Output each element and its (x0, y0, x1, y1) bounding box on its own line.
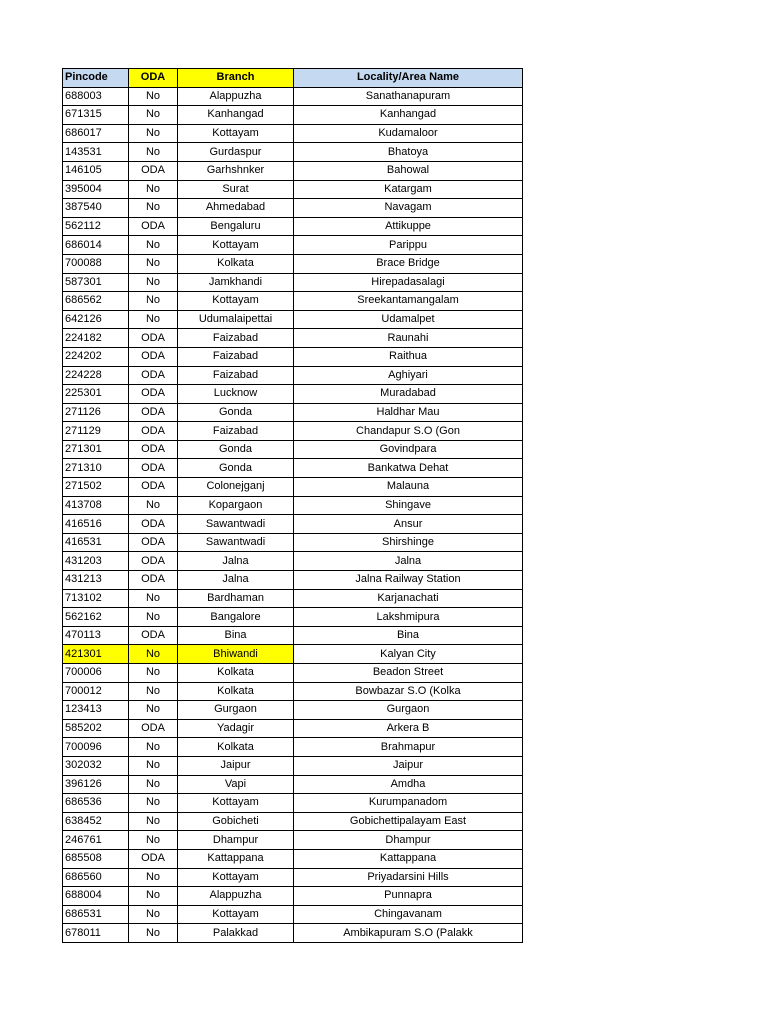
cell-branch[interactable]: Sawantwadi (178, 515, 294, 534)
cell-branch[interactable]: Kolkata (178, 664, 294, 683)
table-row (63, 236, 523, 255)
table-row (63, 756, 523, 775)
cell-oda[interactable]: No (129, 106, 178, 125)
table-row (63, 366, 523, 385)
cell-pincode[interactable]: 123413 (63, 701, 129, 720)
header-pincode[interactable]: Pincode (63, 69, 129, 88)
cell-locality[interactable]: Jalna (294, 552, 523, 571)
header-row (63, 69, 523, 88)
header-branch[interactable]: Branch (178, 69, 294, 88)
cell-branch[interactable]: Kattappana (178, 849, 294, 868)
cell-locality[interactable]: Malauna (294, 478, 523, 497)
cell-branch[interactable]: Colonejganj (178, 478, 294, 497)
cell-locality[interactable]: Aghiyari (294, 366, 523, 385)
cell-branch[interactable]: Alappuzha (178, 887, 294, 906)
cell-pincode[interactable]: 587301 (63, 273, 129, 292)
cell-oda[interactable]: No (129, 924, 178, 943)
cell-locality[interactable]: Bahowal (294, 161, 523, 180)
cell-locality[interactable]: Raunahi (294, 329, 523, 348)
cell-pincode[interactable]: 224202 (63, 347, 129, 366)
table-row (63, 701, 523, 720)
cell-oda[interactable]: ODA (129, 366, 178, 385)
cell-pincode[interactable]: 686531 (63, 905, 129, 924)
cell-branch[interactable]: Bengaluru (178, 217, 294, 236)
cell-pincode[interactable]: 246761 (63, 831, 129, 850)
cell-pincode[interactable]: 686014 (63, 236, 129, 255)
table-row (63, 515, 523, 534)
cell-locality[interactable]: Sreekantamangalam (294, 292, 523, 311)
table-row (63, 422, 523, 441)
cell-locality[interactable]: Gurgaon (294, 701, 523, 720)
cell-locality[interactable]: Udamalpet (294, 310, 523, 329)
cell-locality[interactable]: Haldhar Mau (294, 403, 523, 422)
cell-pincode[interactable]: 416516 (63, 515, 129, 534)
cell-pincode[interactable]: 396126 (63, 775, 129, 794)
table-row (63, 199, 523, 218)
cell-locality[interactable]: Arkera B (294, 719, 523, 738)
cell-branch[interactable]: Kottayam (178, 124, 294, 143)
cell-locality[interactable]: Jaipur (294, 756, 523, 775)
cell-oda[interactable]: ODA (129, 478, 178, 497)
cell-branch[interactable]: Gobicheti (178, 812, 294, 831)
cell-pincode[interactable]: 688004 (63, 887, 129, 906)
cell-pincode[interactable]: 686562 (63, 292, 129, 311)
cell-locality[interactable]: Bhatoya (294, 143, 523, 162)
table-row (63, 552, 523, 571)
cell-locality[interactable]: Dhampur (294, 831, 523, 850)
cell-locality[interactable]: Muradabad (294, 385, 523, 404)
table-row (63, 496, 523, 515)
table-row (63, 124, 523, 143)
cell-oda[interactable]: No (129, 254, 178, 273)
cell-pincode[interactable]: 271502 (63, 478, 129, 497)
table-row (63, 329, 523, 348)
table-row (63, 403, 523, 422)
cell-branch[interactable]: Kolkata (178, 254, 294, 273)
cell-branch[interactable]: Faizabad (178, 347, 294, 366)
cell-locality[interactable]: Bowbazar S.O (Kolka (294, 682, 523, 701)
cell-branch[interactable]: Bina (178, 626, 294, 645)
cell-branch[interactable]: Jalna (178, 571, 294, 590)
cell-branch[interactable]: Dhampur (178, 831, 294, 850)
table-row (63, 812, 523, 831)
cell-pincode[interactable]: 638452 (63, 812, 129, 831)
cell-branch[interactable]: Faizabad (178, 329, 294, 348)
table-row (63, 868, 523, 887)
cell-oda[interactable]: ODA (129, 329, 178, 348)
cell-pincode[interactable]: 562162 (63, 608, 129, 627)
table-row (63, 887, 523, 906)
cell-pincode[interactable]: 700006 (63, 664, 129, 683)
cell-oda[interactable]: ODA (129, 515, 178, 534)
cell-pincode[interactable]: 713102 (63, 589, 129, 608)
cell-locality[interactable]: Kudamaloor (294, 124, 523, 143)
table-row (63, 106, 523, 125)
cell-locality[interactable]: Raithua (294, 347, 523, 366)
cell-oda[interactable]: ODA (129, 849, 178, 868)
cell-pincode[interactable]: 416531 (63, 533, 129, 552)
cell-oda[interactable]: ODA (129, 422, 178, 441)
table-row (63, 571, 523, 590)
cell-oda[interactable]: ODA (129, 161, 178, 180)
cell-branch[interactable]: Lucknow (178, 385, 294, 404)
cell-oda[interactable]: No (129, 738, 178, 757)
cell-branch[interactable]: Ahmedabad (178, 199, 294, 218)
cell-branch[interactable]: Sawantwadi (178, 533, 294, 552)
cell-locality[interactable]: Hirepadasalagi (294, 273, 523, 292)
cell-locality[interactable]: Gobichettipalayam East (294, 812, 523, 831)
cell-branch[interactable]: Kolkata (178, 738, 294, 757)
cell-locality[interactable]: Brace Bridge (294, 254, 523, 273)
cell-pincode[interactable]: 685508 (63, 849, 129, 868)
cell-pincode[interactable]: 585202 (63, 719, 129, 738)
table-row (63, 459, 523, 478)
cell-pincode[interactable]: 686536 (63, 794, 129, 813)
cell-locality[interactable]: Kanhangad (294, 106, 523, 125)
cell-pincode[interactable]: 271126 (63, 403, 129, 422)
table-row (63, 385, 523, 404)
cell-pincode[interactable]: 470113 (63, 626, 129, 645)
cell-oda[interactable]: No (129, 273, 178, 292)
cell-branch[interactable]: Bhiwandi (178, 645, 294, 664)
cell-oda[interactable]: No (129, 199, 178, 218)
cell-oda[interactable]: No (129, 868, 178, 887)
cell-locality[interactable]: Navagam (294, 199, 523, 218)
table-row (63, 794, 523, 813)
table-row (63, 645, 523, 664)
cell-locality[interactable]: Parippu (294, 236, 523, 255)
cell-branch[interactable]: Kottayam (178, 794, 294, 813)
cell-locality[interactable]: Kattappana (294, 849, 523, 868)
cell-pincode[interactable]: 271310 (63, 459, 129, 478)
table-row (63, 273, 523, 292)
cell-oda[interactable]: No (129, 887, 178, 906)
cell-oda[interactable]: ODA (129, 403, 178, 422)
cell-branch[interactable]: Jaipur (178, 756, 294, 775)
cell-branch[interactable]: Kottayam (178, 292, 294, 311)
cell-locality[interactable]: Punnapra (294, 887, 523, 906)
cell-branch[interactable]: Yadagir (178, 719, 294, 738)
cell-oda[interactable]: No (129, 794, 178, 813)
cell-pincode[interactable]: 387540 (63, 199, 129, 218)
cell-oda[interactable]: ODA (129, 217, 178, 236)
cell-locality[interactable]: Attikuppe (294, 217, 523, 236)
table-row (63, 533, 523, 552)
cell-oda[interactable]: No (129, 180, 178, 199)
cell-oda[interactable]: No (129, 124, 178, 143)
cell-pincode[interactable]: 700012 (63, 682, 129, 701)
cell-locality[interactable]: Bina (294, 626, 523, 645)
cell-locality[interactable]: Ambikapuram S.O (Palakk (294, 924, 523, 943)
cell-branch[interactable]: Faizabad (178, 422, 294, 441)
cell-oda[interactable]: No (129, 645, 178, 664)
cell-locality[interactable]: Chingavanam (294, 905, 523, 924)
cell-pincode[interactable]: 395004 (63, 180, 129, 199)
table-row (63, 905, 523, 924)
cell-oda[interactable]: ODA (129, 571, 178, 590)
cell-oda[interactable]: No (129, 292, 178, 311)
cell-oda[interactable]: ODA (129, 440, 178, 459)
cell-oda[interactable]: ODA (129, 626, 178, 645)
cell-pincode[interactable]: 671315 (63, 106, 129, 125)
table-row (63, 775, 523, 794)
cell-pincode[interactable]: 302032 (63, 756, 129, 775)
cell-branch[interactable]: Vapi (178, 775, 294, 794)
cell-branch[interactable]: Gonda (178, 440, 294, 459)
cell-oda[interactable]: No (129, 87, 178, 106)
header-oda[interactable]: ODA (129, 69, 178, 88)
cell-branch[interactable]: Kottayam (178, 236, 294, 255)
cell-oda[interactable]: ODA (129, 533, 178, 552)
cell-oda[interactable]: No (129, 812, 178, 831)
cell-pincode[interactable]: 642126 (63, 310, 129, 329)
cell-branch[interactable]: Jamkhandi (178, 273, 294, 292)
cell-locality[interactable]: Chandapur S.O (Gon (294, 422, 523, 441)
cell-oda[interactable]: ODA (129, 385, 178, 404)
cell-locality[interactable]: Katargam (294, 180, 523, 199)
cell-locality[interactable]: Sanathanapuram (294, 87, 523, 106)
cell-branch[interactable]: Bardhaman (178, 589, 294, 608)
cell-branch[interactable]: Gurdaspur (178, 143, 294, 162)
cell-locality[interactable]: Kalyan City (294, 645, 523, 664)
cell-oda[interactable]: No (129, 701, 178, 720)
table-row (63, 738, 523, 757)
cell-oda[interactable]: No (129, 905, 178, 924)
table-row (63, 664, 523, 683)
cell-oda[interactable]: No (129, 589, 178, 608)
cell-locality[interactable]: Ansur (294, 515, 523, 534)
cell-branch[interactable]: Alappuzha (178, 87, 294, 106)
cell-pincode[interactable]: 688003 (63, 87, 129, 106)
table-row (63, 849, 523, 868)
cell-pincode[interactable]: 686560 (63, 868, 129, 887)
cell-oda[interactable]: ODA (129, 459, 178, 478)
cell-branch[interactable]: Jalna (178, 552, 294, 571)
cell-pincode[interactable]: 678011 (63, 924, 129, 943)
cell-pincode[interactable]: 225301 (63, 385, 129, 404)
cell-branch[interactable]: Gonda (178, 403, 294, 422)
table-row (63, 254, 523, 273)
header-locality[interactable]: Locality/Area Name (294, 69, 523, 88)
cell-branch[interactable]: Garhshnker (178, 161, 294, 180)
table-row (63, 217, 523, 236)
cell-branch[interactable]: Kottayam (178, 905, 294, 924)
cell-branch[interactable]: Kolkata (178, 682, 294, 701)
cell-pincode[interactable]: 271129 (63, 422, 129, 441)
table-row (63, 589, 523, 608)
cell-pincode[interactable]: 431203 (63, 552, 129, 571)
table-row (63, 310, 523, 329)
cell-pincode[interactable]: 431213 (63, 571, 129, 590)
table-row (63, 719, 523, 738)
cell-locality[interactable]: Govindpara (294, 440, 523, 459)
cell-branch[interactable]: Bangalore (178, 608, 294, 627)
cell-locality[interactable]: Priyadarsini Hills (294, 868, 523, 887)
cell-branch[interactable]: Kopargaon (178, 496, 294, 515)
table-row (63, 180, 523, 199)
cell-pincode[interactable]: 271301 (63, 440, 129, 459)
table-row (63, 478, 523, 497)
cell-pincode[interactable]: 700096 (63, 738, 129, 757)
table-row (63, 682, 523, 701)
cell-pincode[interactable]: 421301 (63, 645, 129, 664)
cell-oda[interactable]: No (129, 664, 178, 683)
table-row (63, 626, 523, 645)
cell-oda[interactable]: No (129, 143, 178, 162)
cell-oda[interactable]: No (129, 831, 178, 850)
cell-oda[interactable]: No (129, 496, 178, 515)
cell-oda[interactable]: No (129, 756, 178, 775)
cell-locality[interactable]: Bankatwa Dehat (294, 459, 523, 478)
cell-oda[interactable]: No (129, 682, 178, 701)
cell-pincode[interactable]: 562112 (63, 217, 129, 236)
cell-pincode[interactable]: 146105 (63, 161, 129, 180)
cell-locality[interactable]: Lakshmipura (294, 608, 523, 627)
cell-oda[interactable]: No (129, 310, 178, 329)
cell-branch[interactable]: Palakkad (178, 924, 294, 943)
cell-oda[interactable]: ODA (129, 347, 178, 366)
cell-oda[interactable]: ODA (129, 719, 178, 738)
cell-oda[interactable]: No (129, 775, 178, 794)
cell-oda[interactable]: No (129, 236, 178, 255)
table-row (63, 831, 523, 850)
table-row (63, 608, 523, 627)
cell-branch[interactable]: Faizabad (178, 366, 294, 385)
table-row (63, 292, 523, 311)
pincode-table (62, 68, 523, 943)
cell-branch[interactable]: Kanhangad (178, 106, 294, 125)
table-row (63, 143, 523, 162)
table-row (63, 440, 523, 459)
table-row (63, 347, 523, 366)
cell-locality[interactable]: Brahmapur (294, 738, 523, 757)
cell-branch[interactable]: Kottayam (178, 868, 294, 887)
cell-locality[interactable]: Beadon Street (294, 664, 523, 683)
cell-locality[interactable]: Amdha (294, 775, 523, 794)
table-row (63, 87, 523, 106)
cell-locality[interactable]: Shingave (294, 496, 523, 515)
cell-pincode[interactable]: 224182 (63, 329, 129, 348)
table-row (63, 924, 523, 943)
cell-pincode[interactable]: 143531 (63, 143, 129, 162)
cell-locality[interactable]: Karjanachati (294, 589, 523, 608)
table-row (63, 161, 523, 180)
cell-locality[interactable]: Kurumpanadom (294, 794, 523, 813)
cell-branch[interactable]: Surat (178, 180, 294, 199)
cell-pincode[interactable]: 686017 (63, 124, 129, 143)
cell-branch[interactable]: Udumalaipettai (178, 310, 294, 329)
cell-oda[interactable]: ODA (129, 552, 178, 571)
cell-locality[interactable]: Jalna Railway Station (294, 571, 523, 590)
cell-oda[interactable]: No (129, 608, 178, 627)
table-body (63, 87, 523, 942)
cell-pincode[interactable]: 413708 (63, 496, 129, 515)
cell-pincode[interactable]: 700088 (63, 254, 129, 273)
cell-branch[interactable]: Gonda (178, 459, 294, 478)
cell-pincode[interactable]: 224228 (63, 366, 129, 385)
cell-branch[interactable]: Gurgaon (178, 701, 294, 720)
cell-locality[interactable]: Shirshinge (294, 533, 523, 552)
